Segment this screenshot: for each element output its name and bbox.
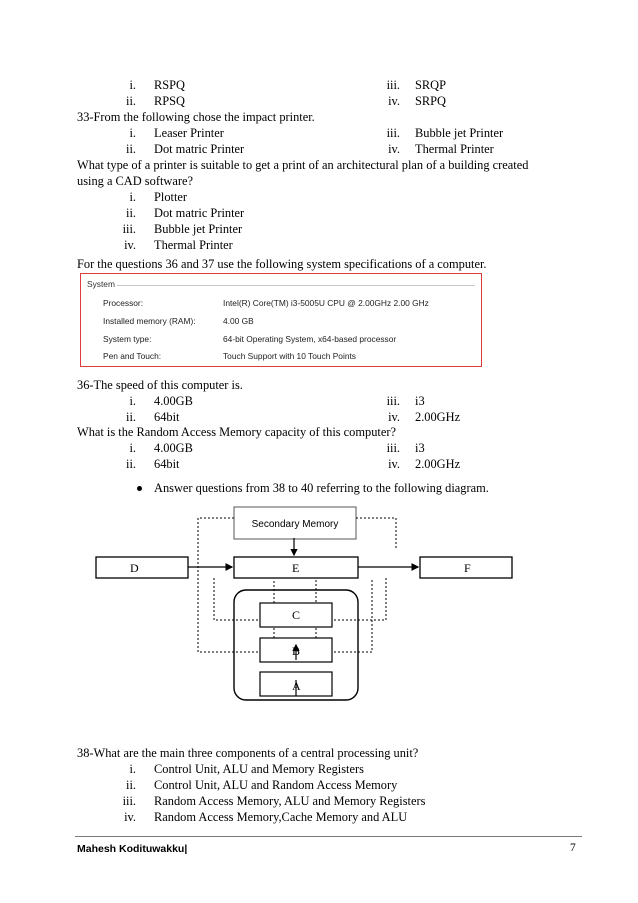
spec-intro: For the questions 36 and 37 use the following system specifications of a computer. <box>77 257 487 271</box>
spec-key: System type: <box>103 334 152 344</box>
option-number: i. <box>129 190 136 204</box>
f-label: F <box>464 561 471 575</box>
footer-rule <box>75 836 582 837</box>
option-number: ii. <box>126 142 136 156</box>
option-text: Dot matric Printer <box>154 142 245 156</box>
option-text: i3 <box>415 394 425 408</box>
question-38: 38-What are the main three components of a central processing unit? <box>77 746 419 760</box>
option-text: RSPQ <box>154 78 185 92</box>
option-text: 64bit <box>154 457 180 471</box>
option-text: SRPQ <box>415 94 446 108</box>
diagram-intro: Answer questions from 38 to 40 referring to the following diagram. <box>154 481 489 495</box>
b-label: B <box>292 644 301 658</box>
question-36: 36-The speed of this computer is. <box>77 378 243 392</box>
option-number: iv. <box>124 238 136 252</box>
option-text: Random Access Memory,Cache Memory and ALU <box>154 810 408 824</box>
question-33: 33-From the following chose the impact printer. <box>77 110 315 124</box>
option-number: iii. <box>386 78 400 92</box>
option-text: 4.00GB <box>154 441 193 455</box>
system-header: System <box>87 279 115 289</box>
option-text: 2.00GHz <box>415 457 461 471</box>
spec-key: Installed memory (RAM): <box>103 316 196 326</box>
option-number: i. <box>129 441 136 455</box>
d-box <box>96 557 188 578</box>
question-34-line1: What type of a printer is suitable to get a print of an architectural plan of a building created <box>77 158 529 172</box>
question-37: What is the Random Access Memory capacity of this computer? <box>77 425 396 439</box>
spec-key: Pen and Touch: <box>103 351 162 361</box>
option-number: iv. <box>124 810 136 824</box>
a-label: A <box>292 679 301 693</box>
option-text: Plotter <box>154 190 188 204</box>
secondary-memory-label: Secondary Memory <box>251 519 339 530</box>
option-text: Thermal Printer <box>415 142 494 156</box>
option-number: i. <box>129 126 136 140</box>
spec-value: 64-bit Operating System, x64-based processor <box>223 334 397 344</box>
spec-value: Intel(R) Core(TM) i3-5005U CPU @ 2.00GHz 2.00 GHz <box>223 298 429 308</box>
option-number: iii. <box>386 394 400 408</box>
option-number: ii. <box>126 206 136 220</box>
question-34-line2: using a CAD software? <box>77 174 193 188</box>
secondary-right-dotted <box>356 518 396 548</box>
option-text: Control Unit, ALU and Memory Registers <box>154 762 364 776</box>
option-number: iii. <box>386 126 400 140</box>
option-number: iv. <box>388 457 400 471</box>
option-number: ii. <box>126 94 136 108</box>
option-text: Thermal Printer <box>154 238 233 252</box>
option-number: i. <box>129 762 136 776</box>
option-text: 2.00GHz <box>415 410 461 424</box>
option-text: i3 <box>415 441 425 455</box>
option-number: i. <box>129 78 136 92</box>
option-text: Dot matric Printer <box>154 206 245 220</box>
option-text: SRQP <box>415 78 446 92</box>
option-number: iv. <box>388 410 400 424</box>
d-label: D <box>130 561 139 575</box>
option-number: iii. <box>386 441 400 455</box>
option-text: RPSQ <box>154 94 185 108</box>
option-text: 64bit <box>154 410 180 424</box>
option-number: iv. <box>388 94 400 108</box>
option-text: Leaser Printer <box>154 126 224 140</box>
page-number: 7 <box>570 842 576 854</box>
option-number: iii. <box>122 794 136 808</box>
spec-value: 4.00 GB <box>223 316 254 326</box>
option-number: ii. <box>126 410 136 424</box>
option-number: ii. <box>126 457 136 471</box>
option-text: Random Access Memory, ALU and Memory Registers <box>154 794 426 808</box>
option-number: ii. <box>126 778 136 792</box>
c-label: C <box>292 608 301 622</box>
option-text: Bubble jet Printer <box>154 222 243 236</box>
footer-author: Mahesh Kodituwakku| <box>77 843 188 855</box>
option-number: i. <box>129 394 136 408</box>
option-number: iv. <box>388 142 400 156</box>
e-label: E <box>292 561 300 575</box>
option-text: Control Unit, ALU and Random Access Memory <box>154 778 398 792</box>
spec-value: Touch Support with 10 Touch Points <box>223 351 356 361</box>
option-number: iii. <box>122 222 136 236</box>
option-text: Bubble jet Printer <box>415 126 504 140</box>
spec-key: Processor: <box>103 298 144 308</box>
option-text: 4.00GB <box>154 394 193 408</box>
